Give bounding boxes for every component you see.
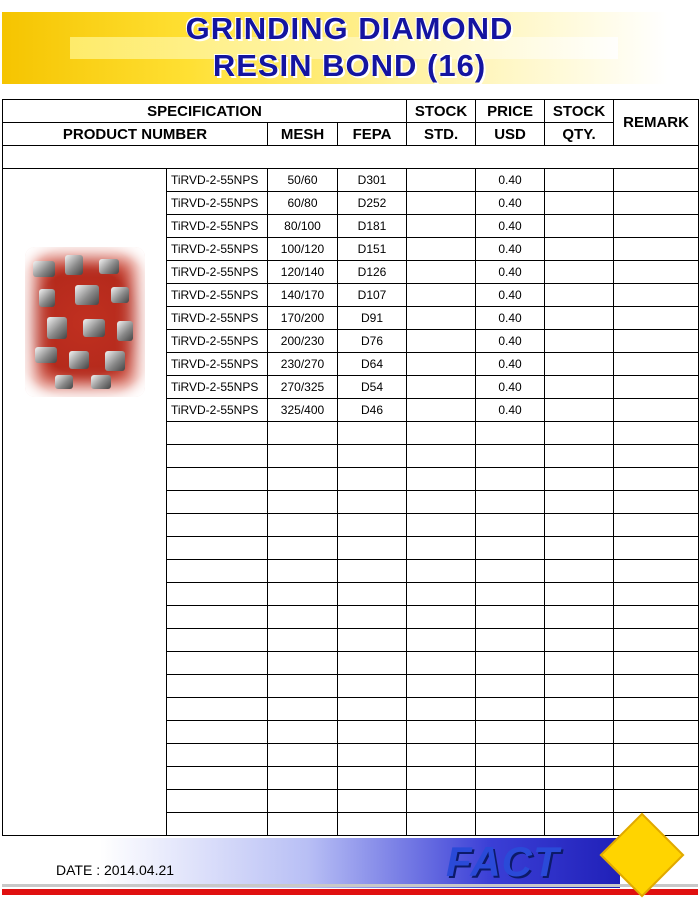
cell-fepa: D91 <box>338 307 407 330</box>
cell-mesh: 80/100 <box>268 215 338 238</box>
diamond-crystal <box>35 347 57 363</box>
cell-stock-std <box>407 698 476 721</box>
diamond-crystal <box>33 261 55 277</box>
cell-stock-std <box>407 215 476 238</box>
cell-mesh: 270/325 <box>268 376 338 399</box>
cell-fepa: D252 <box>338 192 407 215</box>
cell-stock-qty <box>545 813 614 836</box>
cell-remark <box>614 744 699 767</box>
cell-stock-qty <box>545 560 614 583</box>
cell-product <box>167 560 268 583</box>
cell-product: TiRVD-2-55NPS <box>167 192 268 215</box>
cell-stock-qty <box>545 169 614 192</box>
cell-fepa: D54 <box>338 376 407 399</box>
cell-stock-std <box>407 767 476 790</box>
cell-price <box>476 721 545 744</box>
cell-product: TiRVD-2-55NPS <box>167 238 268 261</box>
cell-price <box>476 629 545 652</box>
cell-mesh: 170/200 <box>268 307 338 330</box>
cell-fepa <box>338 721 407 744</box>
cell-price <box>476 422 545 445</box>
cell-stock-std <box>407 261 476 284</box>
cell-mesh <box>268 422 338 445</box>
cell-stock-qty <box>545 767 614 790</box>
diamond-crystal <box>91 375 111 389</box>
cell-price <box>476 468 545 491</box>
price-header-bottom: USD <box>476 123 545 146</box>
cell-stock-std <box>407 675 476 698</box>
cell-fepa <box>338 560 407 583</box>
cell-stock-qty <box>545 606 614 629</box>
cell-stock-qty <box>545 537 614 560</box>
cell-stock-std <box>407 721 476 744</box>
stock-std-header-bottom: STD. <box>407 123 476 146</box>
diamond-crystal <box>83 319 105 337</box>
date-label: DATE : 2014.04.21 <box>56 862 175 878</box>
cell-stock-std <box>407 330 476 353</box>
cell-mesh <box>268 468 338 491</box>
diamond-crystal <box>69 351 89 369</box>
cell-stock-std <box>407 399 476 422</box>
cell-fepa <box>338 790 407 813</box>
cell-fepa <box>338 675 407 698</box>
cell-price <box>476 606 545 629</box>
cell-price: 0.40 <box>476 376 545 399</box>
cell-mesh <box>268 744 338 767</box>
cell-stock-qty <box>545 192 614 215</box>
cell-stock-std <box>407 192 476 215</box>
cell-remark <box>614 261 699 284</box>
footer-red-line <box>2 889 698 895</box>
cell-stock-qty <box>545 652 614 675</box>
cell-price: 0.40 <box>476 192 545 215</box>
cell-mesh <box>268 790 338 813</box>
table-row <box>3 169 699 192</box>
diamond-crystal <box>117 321 133 341</box>
cell-price <box>476 445 545 468</box>
cell-product <box>167 629 268 652</box>
cell-stock-qty <box>545 307 614 330</box>
diamond-crystal <box>55 375 73 389</box>
cell-product <box>167 767 268 790</box>
cell-stock-std <box>407 790 476 813</box>
cell-product <box>167 813 268 836</box>
cell-mesh <box>268 606 338 629</box>
cell-stock-std <box>407 353 476 376</box>
cell-product <box>167 675 268 698</box>
cell-product <box>167 744 268 767</box>
cell-product: TiRVD-2-55NPS <box>167 376 268 399</box>
cell-fepa <box>338 514 407 537</box>
cell-remark <box>614 675 699 698</box>
fepa-header: FEPA <box>338 123 407 146</box>
cell-price <box>476 652 545 675</box>
product-number-header: PRODUCT NUMBER <box>3 123 268 146</box>
cell-product <box>167 422 268 445</box>
cell-stock-qty <box>545 491 614 514</box>
cell-remark <box>614 422 699 445</box>
cell-price: 0.40 <box>476 215 545 238</box>
cell-stock-std <box>407 813 476 836</box>
cell-mesh <box>268 560 338 583</box>
cell-price <box>476 675 545 698</box>
diamond-crystal <box>47 317 67 339</box>
diamond-crystal <box>111 287 129 303</box>
cell-fepa <box>338 813 407 836</box>
fact-logo: FACT <box>446 838 560 885</box>
cell-fepa <box>338 537 407 560</box>
cell-mesh: 140/170 <box>268 284 338 307</box>
cell-mesh: 200/230 <box>268 330 338 353</box>
cell-mesh: 120/140 <box>268 261 338 284</box>
cell-mesh <box>268 813 338 836</box>
cell-price: 0.40 <box>476 307 545 330</box>
cell-price: 0.40 <box>476 261 545 284</box>
cell-price <box>476 767 545 790</box>
cell-product: TiRVD-2-55NPS <box>167 399 268 422</box>
footer-gray-line <box>2 884 698 887</box>
cell-remark <box>614 284 699 307</box>
cell-stock-qty <box>545 445 614 468</box>
cell-mesh: 230/270 <box>268 353 338 376</box>
cell-stock-qty <box>545 790 614 813</box>
cell-remark <box>614 767 699 790</box>
cell-stock-std <box>407 422 476 445</box>
cell-remark <box>614 652 699 675</box>
cell-stock-qty <box>545 238 614 261</box>
cell-stock-qty <box>545 583 614 606</box>
cell-remark <box>614 698 699 721</box>
cell-remark <box>614 537 699 560</box>
cell-product: TiRVD-2-55NPS <box>167 307 268 330</box>
cell-remark <box>614 307 699 330</box>
diamond-crystal <box>75 285 99 305</box>
diamond-crystal <box>39 289 55 307</box>
cell-stock-std <box>407 491 476 514</box>
title-line-2: RESIN BOND (16) <box>212 48 487 83</box>
cell-remark <box>614 238 699 261</box>
cell-product: TiRVD-2-55NPS <box>167 330 268 353</box>
cell-product <box>167 491 268 514</box>
cell-price <box>476 698 545 721</box>
cell-price <box>476 583 545 606</box>
cell-stock-std <box>407 284 476 307</box>
cell-remark <box>614 330 699 353</box>
cell-mesh <box>268 445 338 468</box>
cell-stock-std <box>407 169 476 192</box>
cell-mesh: 100/120 <box>268 238 338 261</box>
cell-fepa <box>338 744 407 767</box>
cell-price <box>476 744 545 767</box>
cell-fepa: D46 <box>338 399 407 422</box>
cell-price <box>476 491 545 514</box>
cell-price: 0.40 <box>476 238 545 261</box>
cell-stock-std <box>407 606 476 629</box>
cell-stock-qty <box>545 261 614 284</box>
title-line-1: GRINDING DIAMOND <box>185 11 514 46</box>
product-photo-cell <box>3 169 167 836</box>
cell-mesh <box>268 698 338 721</box>
cell-mesh <box>268 537 338 560</box>
cell-price: 0.40 <box>476 330 545 353</box>
diamond-grit-photo <box>25 247 145 397</box>
cell-fepa: D64 <box>338 353 407 376</box>
cell-price: 0.40 <box>476 399 545 422</box>
cell-mesh: 60/80 <box>268 192 338 215</box>
cell-price <box>476 790 545 813</box>
cell-product <box>167 468 268 491</box>
spec-table <box>2 99 699 836</box>
cell-stock-std <box>407 238 476 261</box>
cell-price <box>476 514 545 537</box>
cell-remark <box>614 583 699 606</box>
cell-stock-std <box>407 652 476 675</box>
cell-remark <box>614 468 699 491</box>
cell-remark <box>614 169 699 192</box>
cell-remark <box>614 721 699 744</box>
cell-remark <box>614 629 699 652</box>
cell-stock-std <box>407 445 476 468</box>
cell-stock-std <box>407 468 476 491</box>
cell-remark <box>614 376 699 399</box>
cell-product: TiRVD-2-55NPS <box>167 353 268 376</box>
cell-stock-qty <box>545 422 614 445</box>
cell-product <box>167 606 268 629</box>
cell-product: TiRVD-2-55NPS <box>167 261 268 284</box>
cell-remark <box>614 353 699 376</box>
cell-remark <box>614 215 699 238</box>
cell-remark <box>614 560 699 583</box>
cell-stock-qty <box>545 215 614 238</box>
cell-remark <box>614 790 699 813</box>
cell-fepa: D181 <box>338 215 407 238</box>
cell-product <box>167 514 268 537</box>
cell-stock-qty <box>545 284 614 307</box>
cell-stock-qty <box>545 744 614 767</box>
diamond-crystal <box>105 351 125 371</box>
cell-product <box>167 790 268 813</box>
cell-product: TiRVD-2-55NPS <box>167 284 268 307</box>
cell-stock-qty <box>545 514 614 537</box>
cell-fepa <box>338 698 407 721</box>
cell-fepa: D76 <box>338 330 407 353</box>
cell-remark <box>614 606 699 629</box>
cell-fepa <box>338 445 407 468</box>
cell-fepa <box>338 491 407 514</box>
cell-product <box>167 583 268 606</box>
cell-stock-qty <box>545 399 614 422</box>
cell-stock-qty <box>545 721 614 744</box>
specification-header: SPECIFICATION <box>3 100 407 123</box>
cell-stock-std <box>407 376 476 399</box>
diamond-crystal <box>65 255 83 275</box>
cell-fepa <box>338 606 407 629</box>
cell-stock-std <box>407 560 476 583</box>
cell-stock-std <box>407 629 476 652</box>
cell-stock-std <box>407 744 476 767</box>
cell-stock-qty <box>545 330 614 353</box>
cell-fepa <box>338 583 407 606</box>
cell-stock-qty <box>545 629 614 652</box>
cell-mesh: 50/60 <box>268 169 338 192</box>
cell-fepa: D301 <box>338 169 407 192</box>
cell-mesh <box>268 767 338 790</box>
cell-product <box>167 445 268 468</box>
cell-mesh <box>268 583 338 606</box>
cell-fepa: D151 <box>338 238 407 261</box>
cell-remark <box>614 491 699 514</box>
cell-stock-std <box>407 583 476 606</box>
cell-stock-qty <box>545 468 614 491</box>
cell-price <box>476 537 545 560</box>
cell-product <box>167 537 268 560</box>
cell-remark <box>614 445 699 468</box>
diamond-crystal <box>99 259 119 274</box>
cell-product: TiRVD-2-55NPS <box>167 215 268 238</box>
cell-fepa: D107 <box>338 284 407 307</box>
cell-fepa <box>338 652 407 675</box>
page-title <box>0 10 699 84</box>
cell-stock-std <box>407 514 476 537</box>
cell-fepa <box>338 767 407 790</box>
stock-qty-header-top: STOCK <box>545 100 614 123</box>
cell-mesh: 325/400 <box>268 399 338 422</box>
cell-price: 0.40 <box>476 284 545 307</box>
cell-stock-qty <box>545 698 614 721</box>
cell-mesh <box>268 491 338 514</box>
stock-qty-header-bottom: QTY. <box>545 123 614 146</box>
cell-price: 0.40 <box>476 353 545 376</box>
cell-price <box>476 560 545 583</box>
cell-stock-std <box>407 537 476 560</box>
cell-price: 0.40 <box>476 169 545 192</box>
cell-stock-std <box>407 307 476 330</box>
cell-product: TiRVD-2-55NPS <box>167 169 268 192</box>
cell-stock-qty <box>545 353 614 376</box>
mesh-header: MESH <box>268 123 338 146</box>
price-header-top: PRICE <box>476 100 545 123</box>
cell-price <box>476 813 545 836</box>
cell-product <box>167 652 268 675</box>
cell-remark <box>614 192 699 215</box>
cell-fepa <box>338 422 407 445</box>
cell-fepa: D126 <box>338 261 407 284</box>
cell-mesh <box>268 629 338 652</box>
remark-header: REMARK <box>614 100 699 146</box>
stock-std-header-top: STOCK <box>407 100 476 123</box>
cell-fepa <box>338 629 407 652</box>
cell-stock-qty <box>545 376 614 399</box>
cell-product <box>167 698 268 721</box>
cell-mesh <box>268 652 338 675</box>
cell-remark <box>614 514 699 537</box>
cell-product <box>167 721 268 744</box>
cell-mesh <box>268 721 338 744</box>
cell-mesh <box>268 514 338 537</box>
cell-remark <box>614 399 699 422</box>
cell-mesh <box>268 675 338 698</box>
cell-stock-qty <box>545 675 614 698</box>
cell-fepa <box>338 468 407 491</box>
